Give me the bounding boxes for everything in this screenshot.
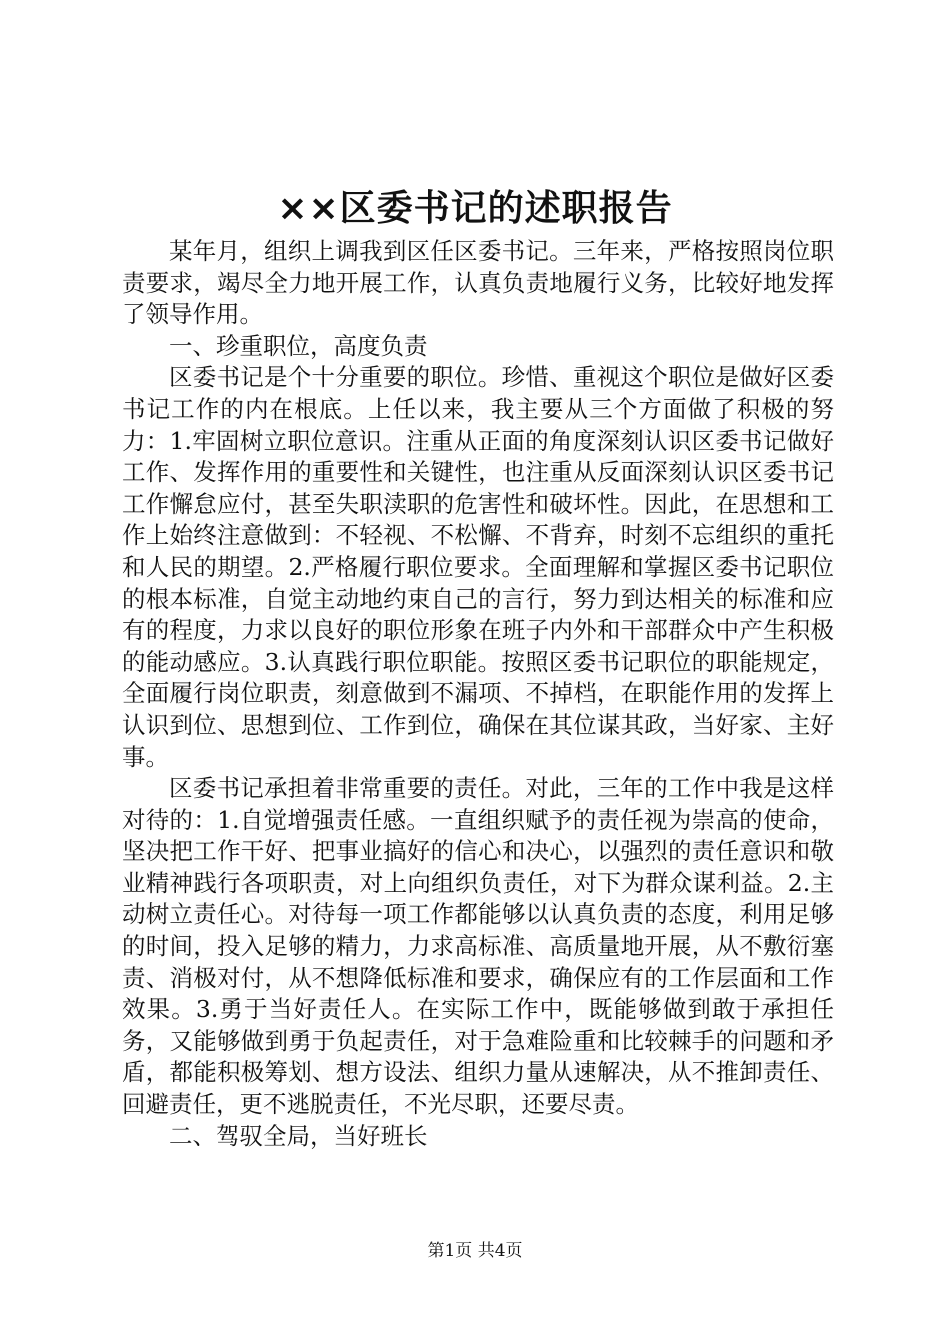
body-paragraph-1: 区委书记是个十分重要的职位。珍惜、重视这个职位是做好区委书记工作的内在根底。上任以来，我主要从三个方面做了积极的努力：1.牢固树立职位意识。注重从正面的角度深刻认识区委书记做好工作、发挥作用的重要性和关键性，也注重从反面深刻认识区委书记工作懈怠应付，甚至失职渎职的危害性和破坏性。因此，在思想和工作上始终注意做到：不轻视、不松懈、不背弃，时刻不忘组织的重托和人民的期望。2.严格履行职位要求。全面理解和掌握区委书记职位的根本标准，自觉主动地约束自己的言行，努力到达相关的标准和应有的程度，力求以良好的职位形象在班子内外和干部群众中产生积极的能动感应。3.认真践行职位职能。按照区委书记职位的职能规定，全面履行岗位职责，刻意做到不漏项、不掉档，在职能作用的发挥上认识到位、思想到位、工作到位，确保在其位谋其政，当好家、主好事。: [122, 363, 834, 771]
intro-paragraph: 某年月，组织上调我到区任区委书记。三年来，严格按照岗位职责要求，竭尽全力地开展工作，认真负责地履行义务，比较好地发挥了领导作用。: [122, 237, 834, 329]
document-body: [122, 236, 834, 1152]
section-heading-2: 二、驾驭全局，当好班长: [169, 1121, 428, 1150]
body-paragraph-2: 区委书记承担着非常重要的责任。对此，三年的工作中我是这样对待的：1.自觉增强责任感。一直组织赋予的责任视为崇高的使命，坚决把工作干好、把事业搞好的信心和决心，以强烈的责任意识和敬业精神践行各项职责，对上向组织负责任，对下为群众谋利益。2.主动树立责任心。对待每一项工作都能够以认真负责的态度，利用足够的时间，投入足够的精力，力求高标准、高质量地开展，从不敷衍塞责、消极对付，从不想降低标准和要求，确保应有的工作层面和工作效果。3.勇于当好责任人。在实际工作中，既能够做到敢于承担任务，又能够做到勇于负起责任，对于急难险重和比较棘手的问题和矛盾，都能积极筹划、想方设法、组织力量从速解决，从不推卸责任、回避责任，更不逃脱责任，不光尽职，还要尽责。: [122, 774, 834, 1119]
section-heading-1: 一、珍重职位，高度负责: [169, 331, 428, 360]
page-number-footer: 第1页 共4页: [427, 1241, 523, 1261]
document-title: ××区委书记的述职报告: [277, 188, 673, 229]
